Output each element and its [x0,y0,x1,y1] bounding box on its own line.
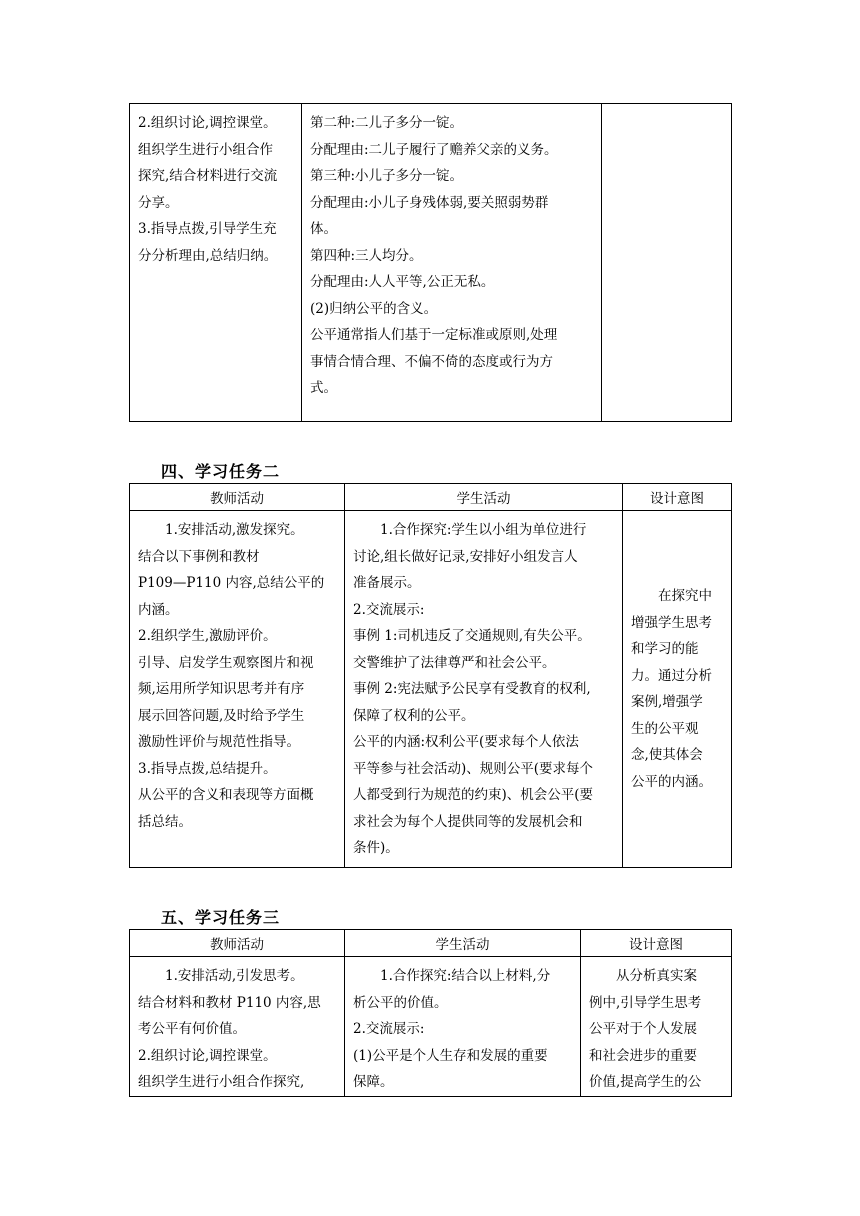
header-teacher: 教师活动 [130,930,345,957]
text-line: 析公平的价值。 [353,994,448,1011]
text-line: 2.组织学生,激励评价。 [138,628,277,644]
header-intent: 设计意图 [581,930,732,957]
teacher-activity-text [130,957,344,1096]
text-line: 公平的内涵。 [631,773,712,790]
text-line: 分配理由:二儿子履行了赡养父亲的义务。 [310,141,558,158]
text-line: 例中,引导学生思考 [589,994,702,1011]
text-line: 求社会为每个人提供同等的发展机会和 [353,813,583,830]
teacher-activity-cell [130,104,302,422]
teacher-activity-cell [130,511,345,868]
design-intent-cell [623,511,732,868]
text-line: 分分析理由,总结归纳。 [138,247,278,264]
text-line: 第四种:三人均分。 [310,247,423,264]
text-line: 组织学生进行小组合作 [138,141,273,158]
student-activity-text [345,511,622,862]
text-line: 引导、启发学生观察图片和视 [138,654,314,671]
text-line: 分配理由:人人平等,公正无私。 [310,274,495,290]
student-activity-cell [345,957,581,1097]
text-line: (1)公平是个人生存和发展的重要 [353,1047,548,1064]
student-activity-cell [345,511,623,868]
text-line: 括总结。 [138,813,192,830]
teacher-activity-cell [130,957,345,1097]
text-line: 和学习的能 [631,641,699,657]
text-line: 交警维护了法律尊严和社会公平。 [353,654,556,671]
header-student: 学生活动 [345,930,581,957]
text-line: 事例 1:司机违反了交通规则,有失公平。 [353,628,591,644]
teacher-activity-text [130,511,344,835]
text-line: 公平对于个人发展 [589,1021,697,1037]
text-line: 公平通常指人们基于一定标准或原则,处理 [310,327,558,343]
text-line: 考公平有何价值。 [138,1021,246,1037]
design-intent-cell [602,104,732,422]
text-line: 组织学生进行小组合作探究, [138,1074,305,1090]
text-line: 3.指导点拨,引导学生充 [138,221,277,237]
text-line: 人都受到行为规范的约束)、机会公平(要 [353,787,594,803]
text-line: 2.组织讨论,调控课堂。 [138,1047,277,1064]
text-line: 平等参与社会活动)、规则公平(要求每个 [353,760,594,777]
text-line: (2)归纳公平的含义。 [310,300,438,317]
header-intent: 设计意图 [623,484,732,511]
table-header-row [130,930,732,957]
text-line: 讨论,组长做好记录,安排好小组发言人 [353,548,578,565]
text-line: 分配理由:小儿子身残体弱,要关照弱势群 [310,194,549,211]
text-line: 内涵。 [138,601,179,618]
text-line: 增强学生思考 [631,614,712,631]
text-line: 2.交流展示: [353,601,425,618]
design-intent-text [581,957,731,1096]
text-line: 1.合作探究:结合以上材料,分 [380,968,551,984]
text-line: 事例 2:宪法赋予公民享有受教育的权利, [353,681,591,697]
text-line: 第三种:小儿子多分一锭。 [310,168,464,184]
section-heading-task-three: 五、学习任务三 [161,908,281,927]
text-line: 念,使其体会 [631,747,703,763]
student-activity-cell [302,104,602,422]
text-line: 第二种:二儿子多分一锭。 [310,115,464,131]
text-line: 1.安排活动,激发探究。 [165,522,304,538]
text-line: 和社会进步的重要 [589,1047,697,1064]
text-line: 生的公平观 [631,720,699,737]
text-line: 2.交流展示: [353,1021,425,1037]
text-line: 结合材料和教材 P110 内容,思 [138,994,321,1011]
text-line: 体。 [310,221,337,237]
text-line: P109—P110 内容,总结公平的 [138,575,325,591]
text-line: 保障。 [353,1074,394,1090]
text-line: 价值,提高学生的公 [589,1074,702,1090]
text-line: 准备展示。 [353,575,421,591]
text-line: 探究,结合材料进行交流 [138,168,278,184]
text-line: 激励性评价与规范性指导。 [138,734,300,750]
header-teacher: 教师活动 [130,484,345,511]
text-line: 保障了权利的公平。 [353,707,475,724]
teacher-activity-text [130,104,301,269]
text-line: 1.合作探究:学生以小组为单位进行 [380,522,587,538]
text-line: 条件)。 [353,840,399,856]
text-line: 3.指导点拨,总结提升。 [138,760,277,777]
student-activity-text [302,104,601,402]
continuation-table [129,103,732,422]
student-activity-text [345,957,580,1096]
design-intent-text [623,583,731,795]
table-header-row [130,484,732,511]
text-line: 公平的内涵:权利公平(要求每个人依法 [353,734,579,750]
text-line: 从分析真实案 [616,968,697,984]
text-line: 频,运用所学知识思考并有序 [138,681,305,697]
text-line: 式。 [310,380,337,396]
section-heading-task-two: 四、学习任务二 [161,462,281,481]
text-line: 从公平的含义和表现等方面概 [138,787,314,803]
header-student: 学生活动 [345,484,623,511]
design-intent-cell [581,957,732,1097]
text-line: 2.组织讨论,调控课堂。 [138,115,277,131]
text-line: 1.安排活动,引发思考。 [165,968,304,984]
text-line: 分享。 [138,194,179,211]
text-line: 结合以下事例和教材 [138,548,260,565]
text-line: 案例,增强学 [631,694,703,710]
text-line: 在探究中 [658,588,712,604]
task-two-table [129,483,732,868]
text-line: 事情合情合理、不偏不倚的态度或行为方 [310,353,553,370]
text-line: 展示回答问题,及时给予学生 [138,707,305,724]
task-three-table [129,929,732,1097]
text-line: 力。通过分析 [631,667,712,684]
